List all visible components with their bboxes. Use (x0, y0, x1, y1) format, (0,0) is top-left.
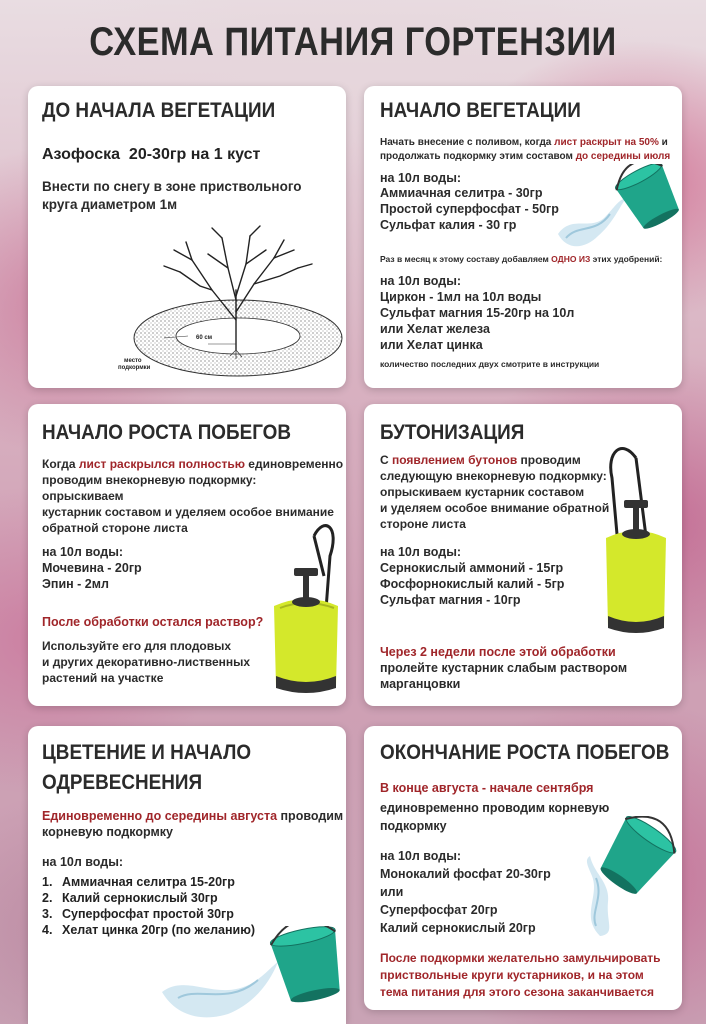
card-heading: ЦВЕТЕНИЕ И НАЧАЛО (42, 741, 252, 764)
fertilizer-list (42, 560, 142, 592)
fertilizer-dose: Азофоска 20-30гр на 1 куст (42, 146, 261, 163)
tip-line: Используйте его для плодовых (42, 639, 232, 653)
sprayer-icon (592, 438, 680, 638)
final-note-line: После подкормки желательно замульчировать (380, 951, 661, 965)
list-item: 2. Калий сернокислый 30гр (42, 891, 218, 905)
water-label: на 10л воды: (42, 855, 124, 869)
intro-line: проводим внекорневую подкормку: (42, 473, 257, 487)
tip-line: растений на участке (42, 671, 164, 685)
card-heading: БУТОНИЗАЦИЯ (380, 421, 525, 444)
list-item: Суперфосфат 20гр (380, 903, 498, 917)
intro-line: стороне листа (380, 517, 466, 531)
card-budding (364, 404, 682, 706)
list-item: Калий сернокислый 20гр (380, 921, 536, 935)
list-item: Сернокислый аммоний - 15гр (380, 561, 564, 575)
intro-line: кустарник составом и уделяем особое внимание (42, 505, 334, 519)
list-item: Монокалий фосфат 20-30гр (380, 867, 551, 881)
fertilizer-list (380, 289, 574, 353)
fertilizer-list (380, 560, 564, 608)
list-item: Циркон - 1мл на 10л воды (380, 290, 542, 304)
list-item: Мочевина - 20гр (42, 561, 142, 575)
list-item: Эпин - 2мл (42, 577, 109, 591)
intro-line: следующую внекорневую подкормку: (380, 469, 607, 483)
list-item: Сульфат магния - 10гр (380, 593, 521, 607)
intro-line: Начать внесение с поливом, когда лист раскрыт на 50% и (380, 137, 668, 148)
list-item: или (380, 885, 404, 899)
intro-line: обратной стороне листа (42, 521, 188, 535)
card-heading: ОКОНЧАНИЕ РОСТА ПОБЕГОВ (380, 741, 670, 764)
intro-line: Единовременно до середины августа проводим (42, 809, 344, 823)
intro-line: опрыскиваем кустарник составом (380, 485, 585, 499)
list-item: Фосфорнокислый калий - 5гр (380, 577, 565, 591)
water-label: на 10л воды: (380, 274, 462, 288)
instruction-line: Внести по снегу в зоне приствольного (42, 179, 302, 194)
card-shoot-growth (28, 404, 346, 706)
dosage-note: количество последних двух смотрите в инструкции (380, 359, 600, 369)
water-label: на 10л воды: (380, 849, 462, 863)
bucket-icon (560, 816, 680, 946)
diagram-label: подкормки (118, 365, 151, 371)
list-item: или Хелат железа (380, 322, 490, 336)
list-item: Простой суперфосфат - 50гр (380, 202, 559, 216)
list-item: Сульфат магния 15-20гр на 10л (380, 306, 575, 320)
intro-line: С появлением бутонов проводим (380, 453, 581, 467)
bucket-icon (158, 926, 346, 1024)
instruction-line: круга диаметром 1м (42, 197, 178, 212)
water-label: на 10л воды: (380, 171, 462, 185)
intro-line: опрыскиваем (42, 489, 124, 503)
card-heading: ДО НАЧАЛА ВЕГЕТАЦИИ (42, 99, 276, 122)
intro-line: продолжать подкормку этим составом до середины июля (380, 151, 671, 162)
list-item: 4. Хелат цинка 20гр (по желанию) (42, 923, 256, 937)
question-text: После обработки остался раствор? (42, 615, 264, 629)
card-vegetation-start (364, 86, 682, 388)
list-item: или Хелат цинка (380, 338, 483, 352)
card-heading: ОДРЕВЕСНЕНИЯ (42, 771, 203, 794)
sprayer-icon (254, 516, 346, 696)
card-flowering (28, 726, 346, 1024)
intro-line: подкормку (380, 819, 447, 833)
final-note-line: приствольные круги кустарников, и на этом (380, 968, 644, 982)
tip-line: и других декоративно-лиственных (42, 655, 251, 669)
intro-line: единовременно проводим корневую (380, 801, 610, 815)
card-heading: НАЧАЛО РОСТА ПОБЕГОВ (42, 421, 292, 444)
intro-line: Когда лист раскрылся полностью единовременно (42, 457, 344, 471)
timing-text: В конце августа - начале сентября (380, 781, 594, 795)
fertilizer-list (380, 185, 559, 233)
card-before-vegetation (28, 86, 346, 388)
diagram-label: место (124, 358, 142, 364)
list-item: 1. Аммиачная селитра 15-20гр (42, 875, 235, 889)
card-heading: НАЧАЛО ВЕГЕТАЦИИ (380, 99, 581, 122)
list-item: 3. Суперфосфат простой 30гр (42, 907, 234, 921)
bucket-icon (552, 164, 680, 256)
list-item: Аммиачная селитра - 30гр (380, 186, 543, 200)
page-title: СХЕМА ПИТАНИЯ ГОРТЕНЗИИ (89, 20, 617, 64)
tree-feeding-diagram (108, 220, 346, 388)
intro-line: и уделяем особое внимание обратной (380, 501, 610, 515)
fertilizer-list (380, 866, 551, 936)
list-item: Сульфат калия - 30 гр (380, 218, 517, 232)
water-label: на 10л воды: (380, 545, 462, 559)
after-line: пролейте кустарник слабым раствором (380, 661, 628, 675)
water-label: на 10л воды: (42, 545, 124, 559)
intro-line: корневую подкормку (42, 825, 173, 839)
card-growth-end (364, 726, 682, 1010)
after-line: марганцовки (380, 677, 461, 691)
final-note-line: тема питания для этого сезона заканчивается (380, 985, 655, 999)
diagram-size-label: 60 см (196, 335, 213, 341)
after-text: Через 2 недели после этой обработки (380, 645, 616, 659)
monthly-note: Раз в месяц к этому составу добавляем ОДНО ИЗ этих удобрений: (380, 254, 663, 264)
